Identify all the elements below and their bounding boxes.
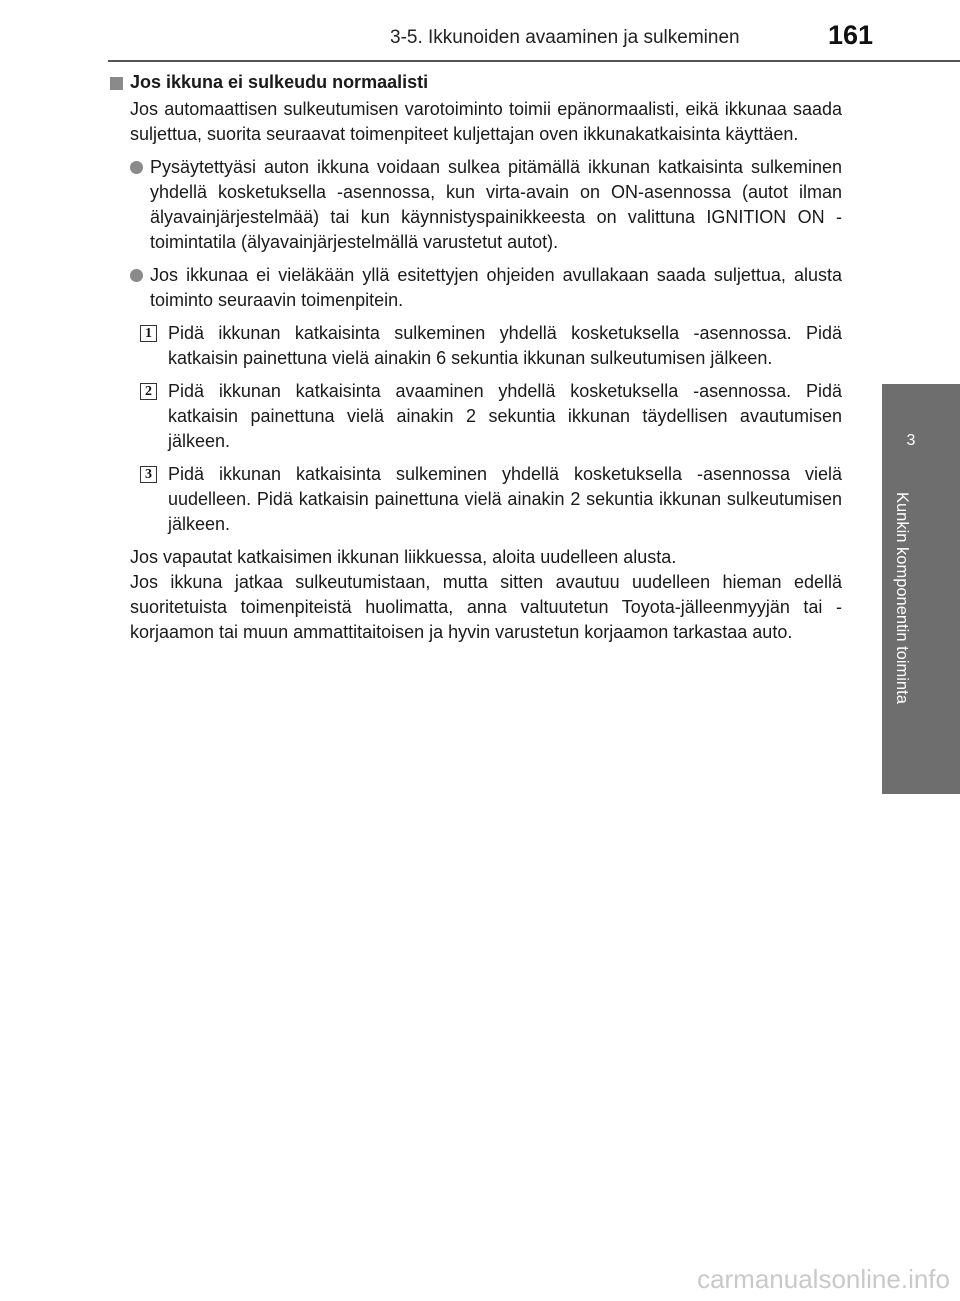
step-item: [145, 321, 842, 371]
bullet-item: [130, 155, 842, 255]
bullet-text: Jos ikkunaa ei vieläkään yllä esitettyjen ohjeiden avullakaan saada suljettua, alusta toiminto seuraavin toimenpitein.: [150, 265, 842, 310]
circle-bullet-icon: [130, 161, 143, 174]
bullet-item: [130, 263, 842, 313]
page-content: [110, 72, 842, 645]
intro-paragraph: Jos automaattisen sulkeutumisen varotoiminto toimii epänormaalisti, eikä ikkunaa saada suljettua, suorita seuraavat toimenpiteet kuljettajan oven ikkunakatkaisinta käyttäen.: [130, 99, 842, 144]
step-text: Pidä ikkunan katkaisinta sulkeminen yhdellä kosketuksella -asennossa vielä uudelleen. Pidä katkaisin painettuna vielä ainakin 2 sekuntia ikkunan sulkeutumisen jälkeen.: [168, 464, 842, 534]
watermark: carmanualsonline.info: [697, 1264, 950, 1294]
page-number: 161: [828, 20, 874, 50]
square-bullet-icon: [110, 77, 123, 90]
bullet-text: Pysäytettyäsi auton ikkuna voidaan sulkea pitämällä ikkunan katkaisinta sulkeminen yhdellä kosketuksella -asennossa, kun virta-avain on ON-asennossa (autot ilman älyavainjärjestelmää) tai kun käynnistyspainikkeesta on valittuna IGNITION ON -toimintatila (älyavainjärjestelmällä varustetut autot).: [150, 157, 842, 252]
section-heading: [110, 72, 842, 96]
chapter-number: 3: [906, 432, 916, 449]
step-number-box: 2: [140, 383, 157, 400]
closing-paragraph-2: Jos ikkuna jatkaa sulkeutumistaan, mutta sitten avautuu uudelleen hieman edellä suoritetuista toimenpiteistä huolimatta, anna valtuutetun Toyota-jälleenmyyjän tai -korjaamon tai muun ammattitaitoisen ja hyvin varustetun korjaamon tarkastaa auto.: [130, 572, 842, 642]
step-number-box: 1: [140, 325, 157, 342]
chapter-side-tab: [882, 384, 960, 794]
section-heading-text: Jos ikkuna ei sulkeudu normaalisti: [130, 72, 429, 92]
header-divider: [108, 60, 960, 62]
circle-bullet-icon: [130, 269, 143, 282]
closing-paragraph: Jos vapautat katkaisimen ikkunan liikkuessa, aloita uudelleen alusta.: [130, 547, 677, 567]
step-item: [145, 462, 842, 537]
step-text: Pidä ikkunan katkaisinta sulkeminen yhdellä kosketuksella -asennossa. Pidä katkaisin painettuna vielä ainakin 6 sekuntia ikkunan sulkeutumisen jälkeen.: [168, 323, 842, 368]
section-title: 3-5. Ikkunoiden avaaminen ja sulkeminen: [390, 27, 740, 48]
step-text: Pidä ikkunan katkaisinta avaaminen yhdellä kosketuksella -asennossa. Pidä katkaisin painettuna vielä ainakin 2 sekuntia ikkunan täydellisen avautumisen jälkeen.: [168, 381, 842, 451]
step-number-box: 3: [140, 466, 157, 483]
step-item: [145, 379, 842, 454]
chapter-title: Kunkin komponentin toiminta: [893, 492, 911, 704]
